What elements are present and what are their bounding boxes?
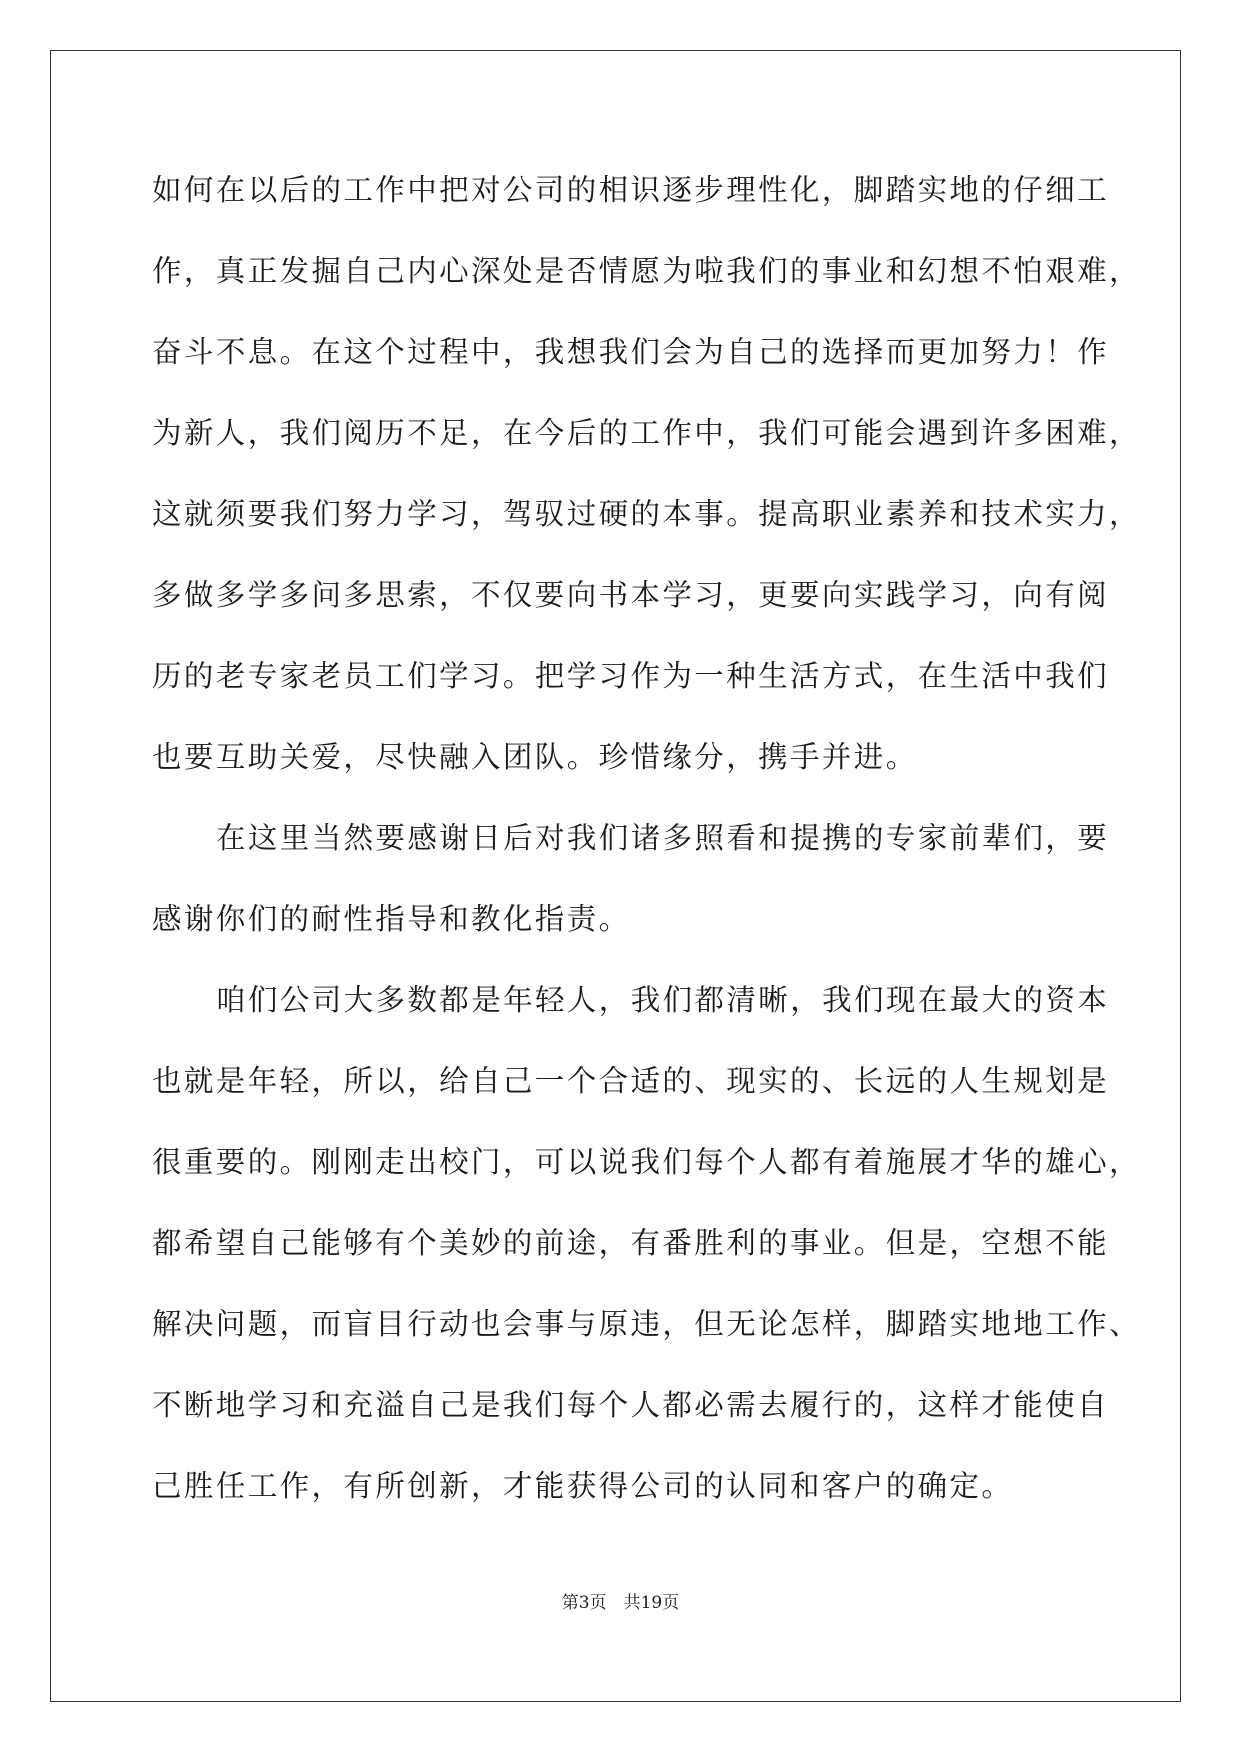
text-line: 也就是年轻，所以，给自己一个合适的、现实的、长远的人生规划是 bbox=[152, 1064, 1110, 1098]
text-line: 历的老专家老员工们学习。把学习作为一种生活方式，在生活中我们 bbox=[152, 659, 1110, 693]
text-line: 多做多学多问多思索，不仅要向书本学习，更要向实践学习，向有阅 bbox=[152, 578, 1110, 612]
text-line: 感谢你们的耐性指导和教化指责。 bbox=[152, 902, 631, 936]
text-line: 都希望自己能够有个美妙的前途，有番胜利的事业。但是，空想不能 bbox=[152, 1226, 1110, 1260]
text-line: 奋斗不息。在这个过程中，我想我们会为自己的选择而更加努力！作 bbox=[152, 335, 1110, 369]
document-body bbox=[152, 150, 1141, 1527]
paragraph-start-line: 在这里当然要感谢日后对我们诸多照看和提携的专家前辈们，要 bbox=[216, 821, 1110, 855]
text-line: 如何在以后的工作中把对公司的相识逐步理性化，脚踏实地的仔细工 bbox=[152, 173, 1110, 207]
text-line: 也要互助关爱，尽快融入团队。珍惜缘分，携手并进。 bbox=[152, 740, 918, 774]
paragraph-start-line: 咱们公司大多数都是年轻人，我们都清晰，我们现在最大的资本 bbox=[216, 983, 1110, 1017]
text-line: 己胜任工作，有所创新，才能获得公司的认同和客户的确定。 bbox=[152, 1469, 1014, 1503]
text-line: 解决问题，而盲目行动也会事与原违，但无论怎样，脚踏实地地工作、 bbox=[152, 1307, 1141, 1341]
text-line: 作，真正发掘自己内心深处是否情愿为啦我们的事业和幻想不怕艰难， bbox=[152, 254, 1141, 288]
page-number-footer: 第3页 共19页 bbox=[561, 1593, 680, 1613]
text-line: 不断地学习和充溢自己是我们每个人都必需去履行的，这样才能使自 bbox=[152, 1388, 1110, 1422]
text-line: 这就须要我们努力学习，驾驭过硬的本事。提高职业素养和技术实力， bbox=[152, 497, 1141, 531]
text-line: 很重要的。刚刚走出校门，可以说我们每个人都有着施展才华的雄心， bbox=[152, 1145, 1141, 1179]
text-line: 为新人，我们阅历不足，在今后的工作中，我们可能会遇到许多困难， bbox=[152, 416, 1141, 450]
